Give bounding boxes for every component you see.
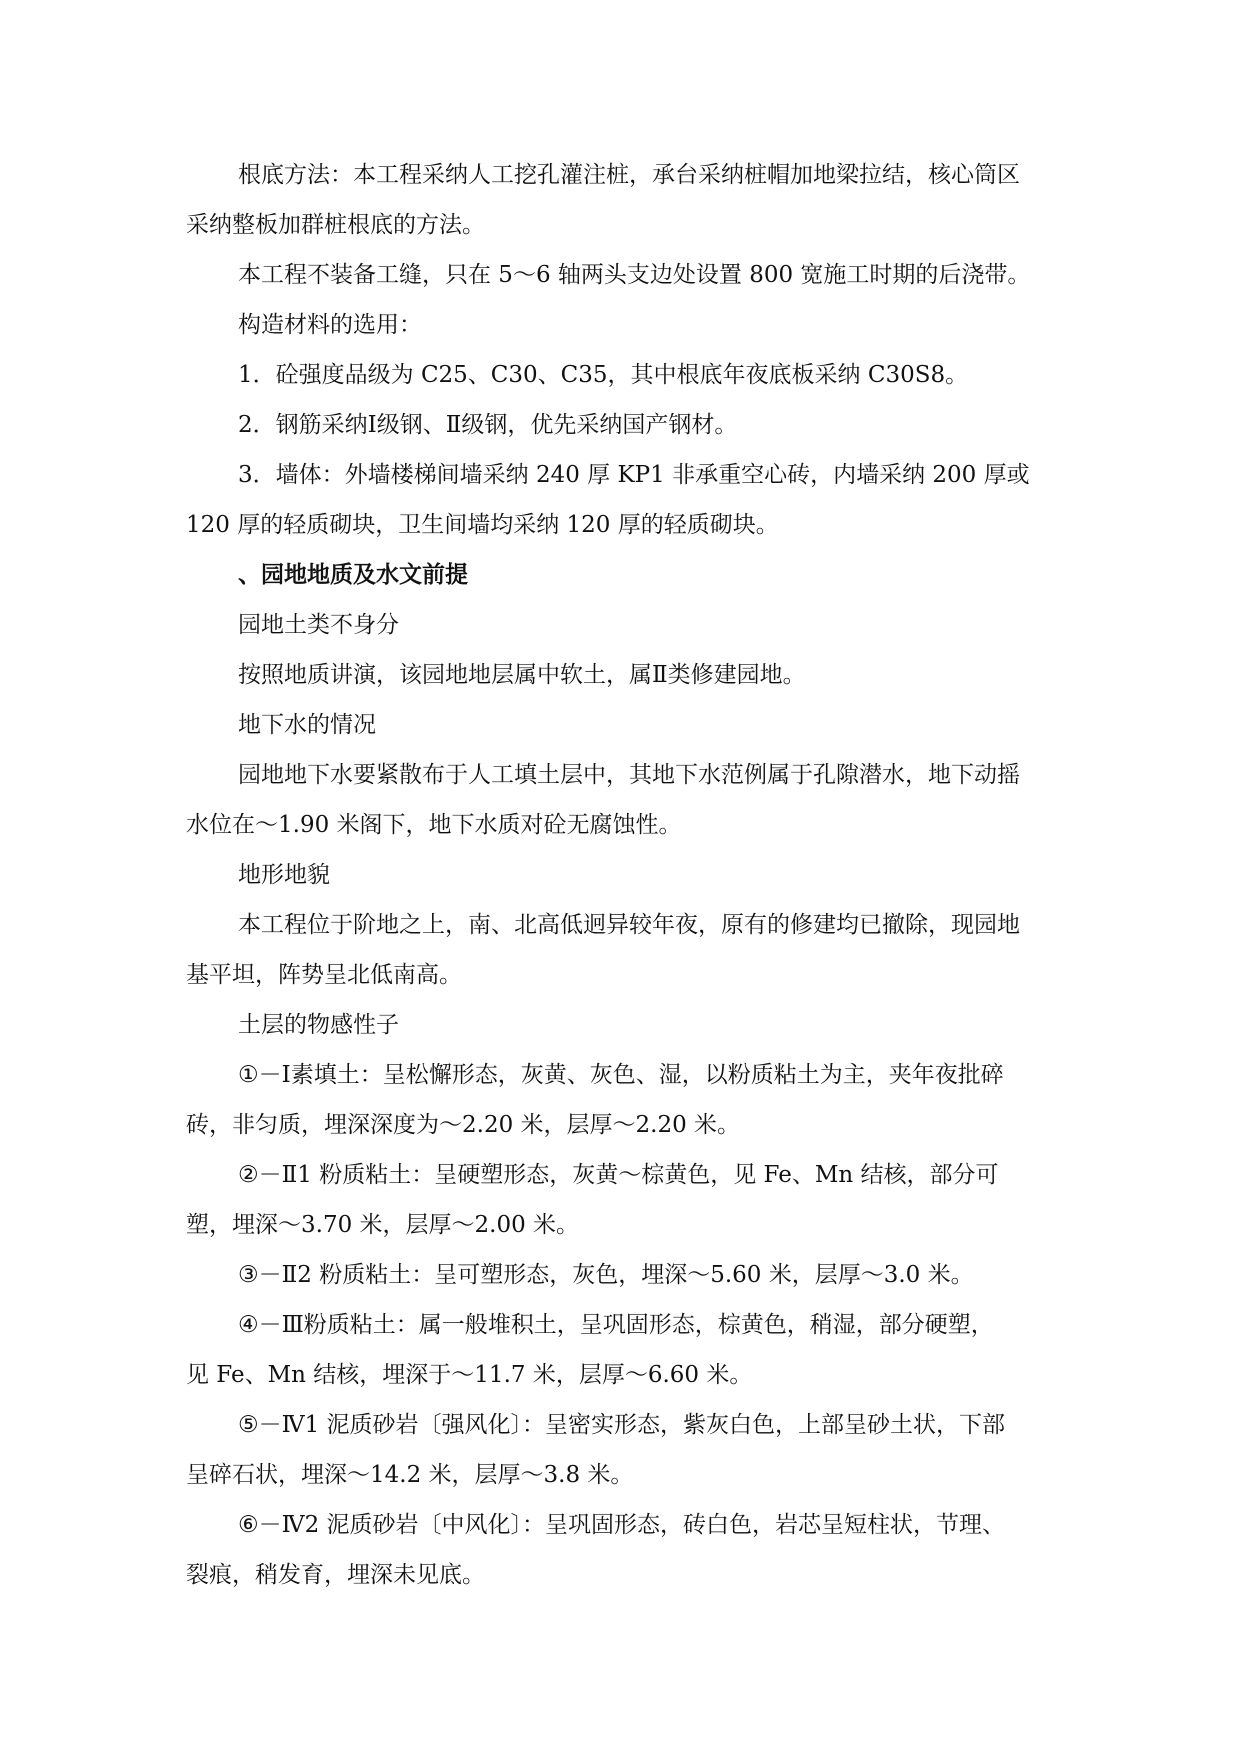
- soil-layer-1-line1: ①－Ⅰ素填土：呈松懈形态，灰黄、灰色、湿，以粉质粘土为主，夹年夜批碎: [238, 1062, 1004, 1088]
- paragraph-groundwater-line1: 园地地下水要紧散布于人工填土层中，其地下水范例属于孔隙潜水，地下动摇: [238, 762, 1020, 788]
- paragraph-topography-title: 地形地貌: [238, 862, 330, 888]
- paragraph-soil-class: 按照地质讲演，该园地地层属中软土，属Ⅱ类修建园地。: [238, 662, 806, 688]
- document-page: [186, 150, 1086, 1600]
- section-heading-geology: 、园地地质及水文前提: [238, 561, 468, 588]
- soil-layer-5-line1: ⑤－Ⅳ1 泥质砂岩〔强风化〕：呈密实形态，紫灰白色，上部呈砂土状，下部: [238, 1412, 1006, 1438]
- paragraph-topography-line1: 本工程位于阶地之上，南、北高低迥异较年夜，原有的修建均已撤除，现园地: [238, 912, 1020, 938]
- paragraph-foundation-method-line2: 采纳整板加群桩根底的方法。: [186, 212, 485, 238]
- soil-layer-2-line1: ②－Ⅱ1 粉质粘土：呈硬塑形态，灰黄～棕黄色，见 Fe、Mn 结核，部分可: [238, 1162, 999, 1188]
- paragraph-soil-class-title: 园地土类不身分: [238, 612, 399, 638]
- paragraph-walls-line1: 3．墙体：外墙楼梯间墙采纳 240 厚 KP1 非承重空心砖，内墙采纳 200 厚或: [238, 462, 1030, 488]
- paragraph-foundation-method-line1: 根底方法：本工程采纳人工挖孔灌注桩，承台采纳桩帽加地梁拉结，核心筒区: [238, 162, 1020, 188]
- soil-layer-4-line1: ④－Ⅲ粉质粘土：属一般堆积土，呈巩固形态，棕黄色，稍湿，部分硬塑，: [238, 1312, 994, 1338]
- paragraph-soil-properties-title: 土层的物感性子: [238, 1012, 399, 1038]
- paragraph-walls-line2: 120 厚的轻质砌块，卫生间墙均采纳 120 厚的轻质砌块。: [186, 512, 779, 538]
- paragraph-post-pour-strip: 本工程不装备工缝，只在 5～6 轴两头支边处设置 800 宽施工时期的后浇带。: [238, 262, 1031, 288]
- soil-layer-2-line2: 塑，埋深～3.70 米，层厚～2.00 米。: [186, 1212, 580, 1238]
- soil-layer-1-line2: 砖，非匀质，埋深深度为～2.20 米，层厚～2.20 米。: [186, 1112, 741, 1138]
- soil-layer-6-line1: ⑥－Ⅳ2 泥质砂岩〔中风化〕：呈巩固形态，砖白色，岩芯呈短柱状，节理、: [238, 1512, 1006, 1538]
- paragraph-materials-title: 构造材料的选用：: [238, 312, 422, 338]
- paragraph-groundwater-line2: 水位在～1.90 米阁下，地下水质对砼无腐蚀性。: [186, 812, 682, 838]
- soil-layer-3: ③－Ⅱ2 粉质粘土：呈可塑形态，灰色，埋深～5.60 米，层厚～3.0 米。: [238, 1262, 974, 1288]
- soil-layer-5-line2: 呈碎石状，埋深～14.2 米，层厚～3.8 米。: [186, 1462, 634, 1488]
- paragraph-concrete-grade: 1．砼强度品级为 C25、C30、C35，其中根底年夜底板采纳 C30S8。: [238, 362, 969, 388]
- paragraph-groundwater-title: 地下水的情况: [238, 712, 376, 738]
- paragraph-rebar: 2．钢筋采纳Ⅰ级钢、Ⅱ级钢，优先采纳国产钢材。: [238, 412, 738, 438]
- soil-layer-4-line2: 见 Fe、Mn 结核，埋深于～11.7 米，层厚～6.60 米。: [186, 1362, 753, 1388]
- soil-layer-6-line2: 裂痕，稍发育，埋深未见底。: [186, 1562, 485, 1588]
- paragraph-topography-line2: 基平坦，阵势呈北低南高。: [186, 962, 462, 988]
